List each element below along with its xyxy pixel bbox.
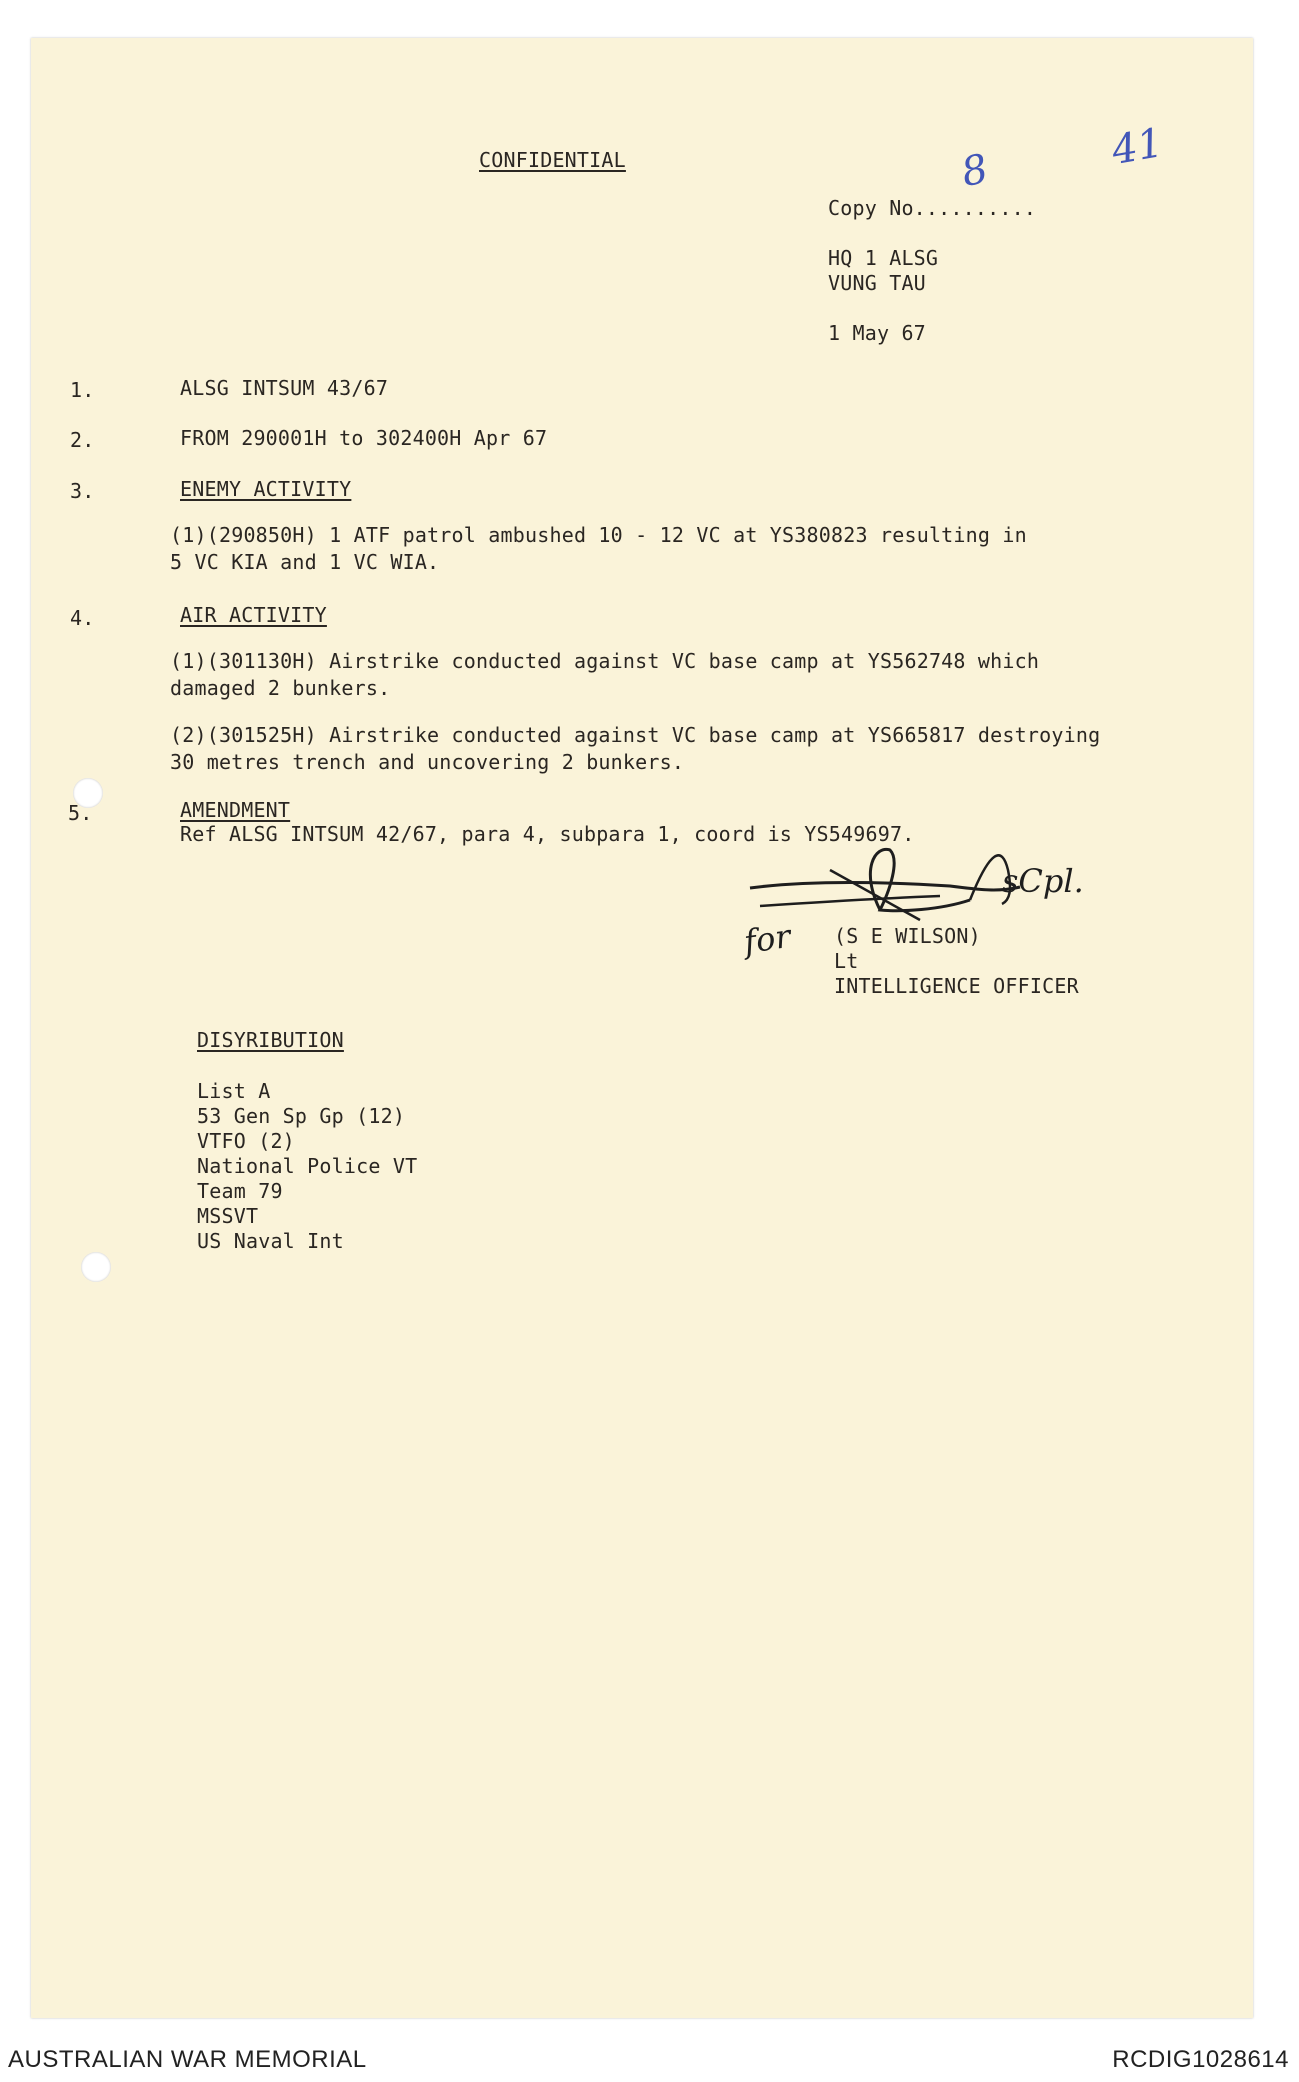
- distribution-item: VTFO (2): [197, 1129, 295, 1153]
- reporting-period: FROM 290001H to 302400H Apr 67: [180, 426, 548, 450]
- enemy-activity-item-line: (1)(290850H) 1 ATF patrol ambushed 10 - 12 VC at YS380823 resulting in: [170, 523, 1027, 547]
- air-activity-item-line: (1)(301130H) Airstrike conducted against VC base camp at YS562748 which: [170, 649, 1040, 673]
- distribution-item: MSSVT: [197, 1204, 259, 1228]
- for-mark: for: [741, 916, 793, 962]
- signatory-rank: Lt: [834, 949, 859, 973]
- enemy-activity-item-line: 5 VC KIA and 1 VC WIA.: [170, 550, 440, 574]
- air-activity-item-line: damaged 2 bunkers.: [170, 676, 391, 700]
- classification-heading: CONFIDENTIAL: [479, 148, 626, 172]
- air-activity-item-line: (2)(301525H) Airstrike conducted against VC base camp at YS665817 destroying: [170, 723, 1101, 747]
- handwritten-folio-number: 41: [1108, 119, 1167, 175]
- paragraph-number: 4.: [70, 606, 95, 630]
- air-activity-item-line: 30 metres trench and uncovering 2 bunkers.: [170, 750, 685, 774]
- punch-hole: [81, 1252, 111, 1282]
- distribution-item: 53 Gen Sp Gp (12): [197, 1104, 406, 1128]
- air-activity-heading: AIR ACTIVITY: [180, 603, 327, 627]
- signatory-title: INTELLIGENCE OFFICER: [834, 974, 1079, 998]
- document-date: 1 May 67: [828, 321, 926, 345]
- archive-id: RCDIG1028614: [1112, 2046, 1289, 2073]
- paragraph-number: 3.: [70, 479, 95, 503]
- handwritten-copy-number: 8: [957, 145, 992, 197]
- amendment-heading: AMENDMENT: [180, 798, 291, 822]
- distribution-item: Team 79: [197, 1179, 283, 1203]
- unit-location: VUNG TAU: [828, 271, 926, 295]
- amendment-text: Ref ALSG INTSUM 42/67, para 4, subpara 1, coord is YS549697.: [180, 822, 915, 846]
- enemy-activity-heading: ENEMY ACTIVITY: [180, 477, 352, 501]
- paragraph-number: 5.: [68, 801, 93, 825]
- distribution-item: National Police VT: [197, 1154, 418, 1178]
- signatory-name: (S E WILSON): [834, 924, 981, 948]
- unit-name: HQ 1 ALSG: [828, 246, 939, 270]
- distribution-heading: DISYRIBUTION: [197, 1028, 344, 1052]
- paragraph-number: 1.: [70, 378, 95, 402]
- distribution-item: List A: [197, 1079, 271, 1103]
- signature-suffix: sCpl.: [1002, 862, 1084, 900]
- archive-credit: AUSTRALIAN WAR MEMORIAL: [8, 2046, 367, 2073]
- copy-number-label: Copy No..........: [828, 196, 1037, 220]
- paragraph-number: 2.: [70, 428, 95, 452]
- distribution-item: US Naval Int: [197, 1229, 344, 1253]
- intsum-reference: ALSG INTSUM 43/67: [180, 376, 389, 400]
